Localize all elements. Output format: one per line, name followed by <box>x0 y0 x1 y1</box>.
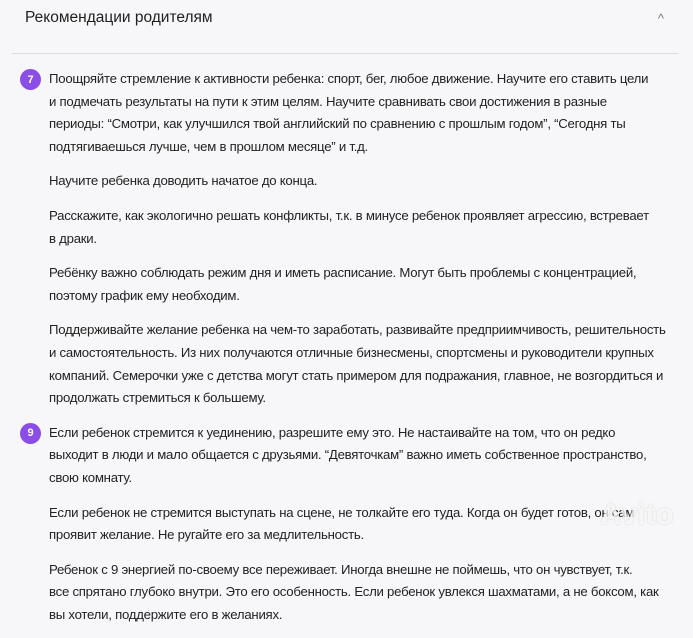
paragraph-line: периоды: “Смотри, как улучшился твой английский по сравнению с прошлым годом”, “Сегодня ты <box>49 116 626 132</box>
number-badge: 9 <box>20 423 41 444</box>
recommendation-paragraph <box>49 205 693 250</box>
paragraph-line: подтягиваешься лучше, чем в прошлом месяце” и т.д. <box>49 138 368 154</box>
paragraph-line: Если ребенок стремится к уединению, разрешите ему это. Не настаивайте на том, что он редко <box>49 424 616 440</box>
paragraph-line: поэтому график ему необходим. <box>49 287 240 303</box>
section-title: Рекомендации родителям <box>25 9 213 26</box>
paragraph-line: компаний. Семерочки уже с детства могут стать примером для подражания, главное, не возгордиться и <box>49 367 664 383</box>
recommendation-paragraph <box>49 559 693 627</box>
recommendation-paragraph <box>49 262 693 307</box>
recommendation-block <box>0 422 693 627</box>
paragraph-line: вы хотели, поддержите его в желаниях. <box>49 606 283 622</box>
paragraph-line: Ребенок с 9 энергией по-своему все переживает. Иногда внешне не поймешь, что он чувствует, т.к. <box>49 561 633 577</box>
recommendation-paragraph <box>49 170 693 193</box>
paragraph-line: и самостоятельность. Из них получаются отличные бизнесмены, спортсмены и руководители крупных <box>49 344 654 360</box>
number-badge: 7 <box>20 69 41 90</box>
recommendations-content <box>0 68 693 638</box>
paragraph-line: Поощряйте стремление к активности ребенка: спорт, бег, любое движение. Научите его ставить цели <box>49 71 649 86</box>
paragraph-line: Расскажите, как экологично решать конфликты, т.к. в минусе ребенок проявляет агрессию, встревает <box>49 207 649 223</box>
paragraph-line: Если ребенок не стремится выступать на сцене, не толкайте его туда. Когда он будет готов, он сам <box>49 504 635 520</box>
paragraph-line: свою комнату. <box>49 469 132 485</box>
paragraph-line: выходит в люди и мало общается с друзьями. “Девяточкам” важно иметь собственное пространство, <box>49 447 647 463</box>
avito-watermark: Avito <box>600 498 674 531</box>
recommendation-paragraph <box>49 422 693 490</box>
paragraph-line: продолжать стремиться к большему. <box>49 390 266 406</box>
recommendation-paragraph <box>49 319 693 409</box>
paragraph-line: Ребёнку важно соблюдать режим дня и иметь расписание. Могут быть проблемы с концентрацией, <box>49 265 637 281</box>
recommendation-block <box>0 68 693 410</box>
paragraph-line: в драки. <box>49 230 97 246</box>
paragraph-line: проявит желание. Не ругайте его за медлительность. <box>49 527 364 543</box>
paragraph-line: все спрятано глубоко внутри. Это его особенность. Если ребенок увлекся шахматами, а не боксом, как <box>49 584 659 600</box>
recommendation-paragraph <box>49 68 693 158</box>
paragraph-line: Поддерживайте желание ребенка на чем-то заработать, развивайте предприимчивость, решительность <box>49 322 666 338</box>
chevron-up-icon[interactable]: ^ <box>657 11 664 26</box>
paragraph-line: и подмечать результаты на пути к этим целям. Научите сравнивать свои достижения в разные <box>49 93 607 109</box>
paragraph-line: Научите ребенка доводить начатое до конца. <box>49 173 318 189</box>
accordion-header[interactable] <box>12 0 678 54</box>
